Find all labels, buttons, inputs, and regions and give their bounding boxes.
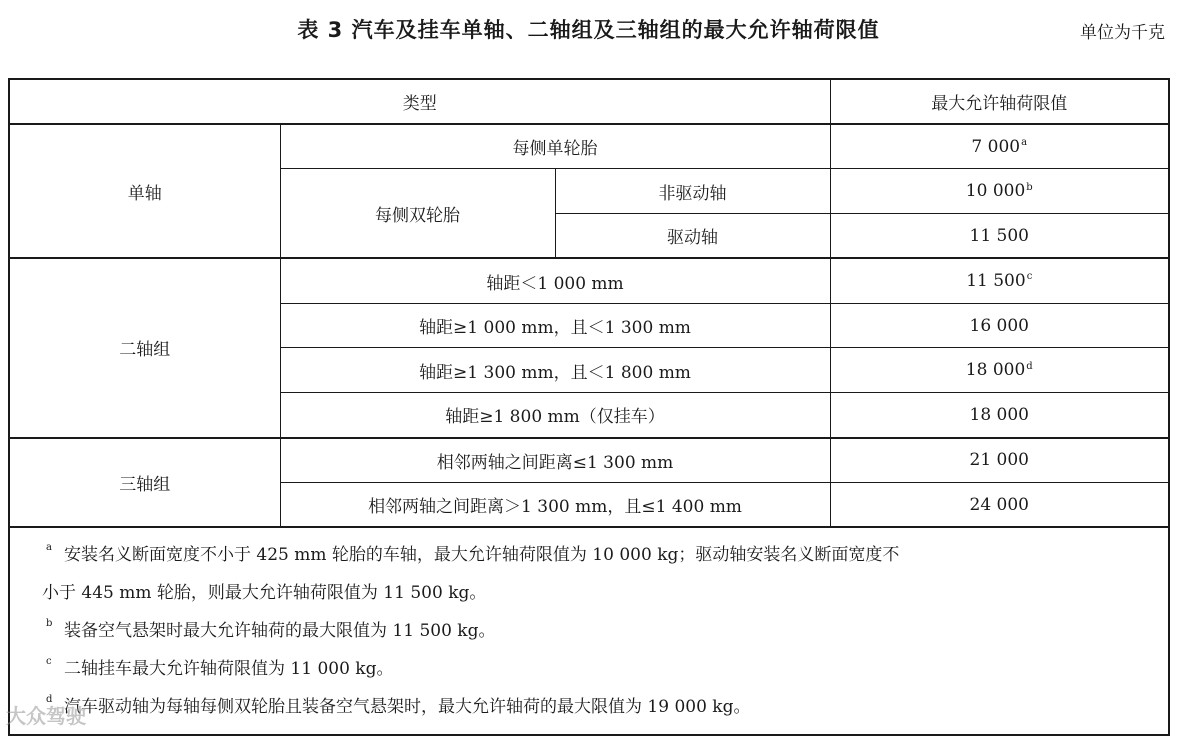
footnote-text: 装备空气悬架时最大允许轴荷的最大限值为 11 500 kg。	[64, 621, 496, 641]
footnote-text-continued: 小于 445 mm 轮胎，则最大允许轴荷限值为 11 500 kg。	[42, 583, 487, 603]
footnote-ref: a	[46, 542, 52, 553]
tandem-value: 18 000	[830, 393, 1168, 438]
footnote-ref: d	[46, 694, 53, 705]
tandem-condition: 轴距＜1 000 mm	[280, 258, 830, 303]
single-tyre-label: 每侧单轮胎	[280, 124, 830, 169]
tandem-label: 二轴组	[10, 258, 280, 437]
title-row	[0, 14, 1177, 48]
tandem-value: 18 000$^d$	[830, 348, 1168, 393]
footnote-mark: b	[1026, 181, 1033, 193]
footnote	[46, 694, 1164, 718]
tridem-condition: 相邻两轴之间距离＞1 300 mm，且≤1 400 mm	[280, 482, 830, 527]
tridem-label: 三轴组	[10, 438, 280, 528]
tridem-condition: 相邻两轴之间距离≤1 300 mm	[280, 438, 830, 483]
tandem-condition: 轴距≥1 800 mm（仅挂车）	[280, 393, 830, 438]
tandem-value: 16 000	[830, 303, 1168, 348]
non-drive-axle-label: 非驱动轴	[555, 169, 830, 214]
non-drive-axle-value: 10 000$^b$	[830, 169, 1168, 214]
single-axle-label: 单轴	[10, 124, 280, 258]
footnote-ref: b	[46, 618, 53, 629]
tandem-value: 11 500$^c$	[830, 258, 1168, 303]
footnote-mark: d	[1026, 360, 1033, 372]
table-row	[10, 438, 1168, 483]
table-header-row	[10, 80, 1168, 124]
footnote-mark: a	[1021, 136, 1028, 148]
watermark-logo: 大众驾驶	[6, 704, 86, 728]
table-row	[10, 258, 1168, 303]
tridem-value: 24 000	[830, 482, 1168, 527]
table-title: 表 3 汽车及挂车单轴、二轴组及三轴组的最大允许轴荷限值	[297, 18, 880, 42]
footnote	[46, 618, 1164, 642]
header-type: 类型	[10, 80, 830, 124]
header-limit: 最大允许轴荷限值	[830, 80, 1168, 124]
footnote-text: 二轴挂车最大允许轴荷限值为 11 000 kg。	[64, 659, 394, 679]
tridem-value: 21 000	[830, 438, 1168, 483]
footnote-text: 安装名义断面宽度不小于 425 mm 轮胎的车轴，最大允许轴荷限值为 10 000 kg；驱动轴安装名义断面宽度不	[64, 545, 900, 565]
drive-axle-label: 驱动轴	[555, 214, 830, 259]
footnote-mark: c	[1026, 271, 1033, 283]
unit-note: 单位为千克	[1080, 23, 1165, 43]
footnote-ref: c	[46, 656, 52, 667]
tandem-condition: 轴距≥1 300 mm，且＜1 800 mm	[280, 348, 830, 393]
footnote-text: 汽车驱动轴为每轴每侧双轮胎且装备空气悬架时，最大允许轴荷的最大限值为 19 000 kg。	[64, 697, 751, 717]
drive-axle-value: 11 500	[830, 214, 1168, 259]
axle-load-limit-table	[10, 80, 1168, 528]
footnote	[46, 656, 1164, 680]
table-frame	[8, 78, 1170, 736]
footnote	[42, 542, 1164, 604]
table-row	[10, 124, 1168, 169]
single-tyre-value: 7 000$^a$	[830, 124, 1168, 169]
tandem-condition: 轴距≥1 000 mm，且＜1 300 mm	[280, 303, 830, 348]
dual-tyre-label: 每侧双轮胎	[280, 169, 555, 259]
